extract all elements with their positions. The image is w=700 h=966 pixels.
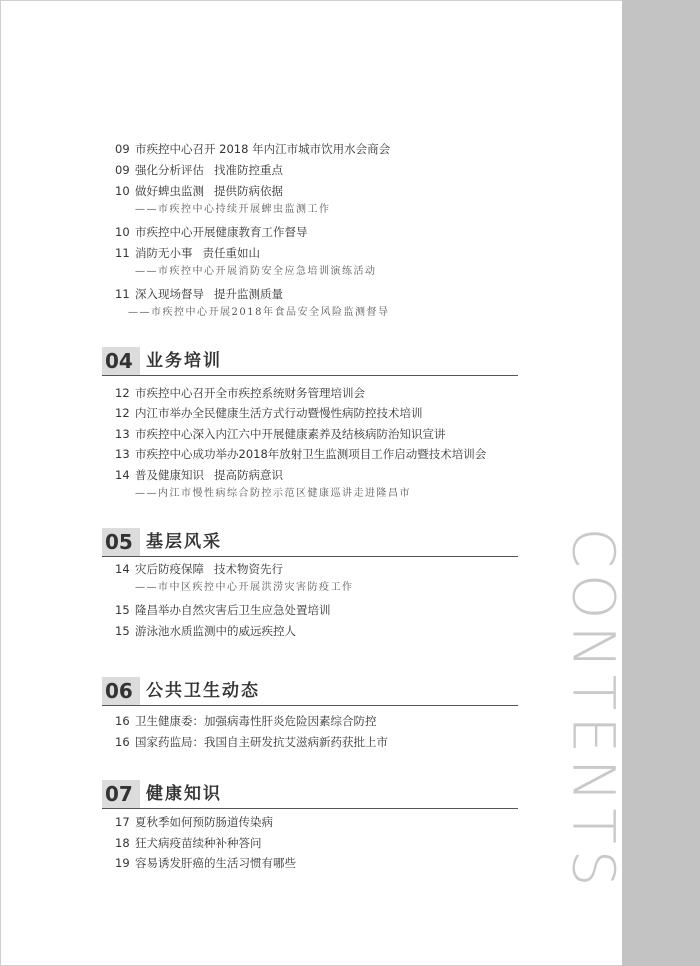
toc-entry[interactable] [115, 446, 486, 462]
page-number: 16 [115, 735, 130, 749]
entry-title-part2: 技术物资先行 [214, 562, 283, 576]
toc-entry[interactable] [115, 713, 377, 729]
toc-entry[interactable] [115, 183, 283, 199]
section-number: 05 [102, 528, 140, 556]
entry-title: 强化分析评估 [135, 163, 204, 177]
toc-entry[interactable] [115, 162, 283, 178]
page-number: 18 [115, 836, 130, 850]
toc-entry[interactable] [115, 602, 331, 618]
contents-word: CONTENTS [560, 527, 628, 893]
entry-subtitle: ——内江市慢性病综合防控示范区健康巡讲走进隆昌市 [135, 488, 411, 499]
toc-entry[interactable] [115, 405, 423, 421]
entry-title-part2: 找准防控重点 [214, 163, 283, 177]
toc-entry[interactable] [115, 141, 390, 157]
page-number: 10 [115, 184, 130, 198]
page-number: 15 [115, 603, 130, 617]
page-number: 11 [115, 287, 130, 301]
page-number: 13 [115, 447, 130, 461]
section-rule [102, 808, 518, 809]
section-rule [102, 705, 518, 706]
page-number: 11 [115, 246, 130, 260]
entry-title: 狂犬病疫苗续种补种答问 [135, 836, 262, 850]
page-number: 15 [115, 624, 130, 638]
section-title: 基层风采 [146, 532, 222, 552]
entry-title: 市疾控中心召开全市疾控系统财务管理培训会 [135, 386, 365, 400]
section-header-05 [102, 528, 518, 558]
entry-title: 市疾控中心成功举办2018年放射卫生监测项目工作启动暨技术培训会 [135, 447, 487, 461]
entry-subtitle: ——市疾控中心开展2018年食品安全风险监测督导 [128, 307, 390, 318]
toc-entry[interactable] [115, 855, 296, 871]
section-header-06 [102, 677, 518, 707]
section-rule [102, 556, 518, 557]
entry-title-part2: 提高防病意识 [214, 468, 283, 482]
entry-title: 深入现场督导 [135, 287, 204, 301]
section-header-07 [102, 780, 518, 810]
entry-title: 市疾控中心深入内江六中开展健康素养及结核病防治知识宣讲 [135, 427, 446, 441]
toc-entry[interactable] [115, 623, 296, 639]
page-number: 12 [115, 386, 130, 400]
page-number: 12 [115, 406, 130, 420]
toc-entry[interactable] [115, 224, 308, 240]
entry-title: 游泳池水质监测中的威远疾控人 [135, 624, 296, 638]
toc-entry[interactable] [115, 385, 365, 401]
page-number: 09 [115, 163, 130, 177]
section-header-04 [102, 347, 518, 377]
entry-title: 市疾控中心开展健康教育工作督导 [135, 225, 308, 239]
entry-title: 做好蜱虫监测 [135, 184, 204, 198]
page-number: 17 [115, 815, 130, 829]
entry-title-part2: 责任重如山 [202, 246, 260, 260]
toc-entry[interactable] [115, 286, 283, 302]
entry-title: 容易诱发肝癌的生活习惯有哪些 [135, 856, 296, 870]
entry-title: 国家药监局：我国自主研发抗艾滋病新药获批上市 [135, 735, 388, 749]
page-number: 09 [115, 142, 130, 156]
section-rule [102, 375, 518, 376]
section-number: 04 [102, 347, 140, 375]
section-title: 业务培训 [146, 351, 222, 371]
entry-subtitle: ——市中区疾控中心开展洪涝灾害防疫工作 [135, 582, 354, 593]
entry-title: 夏秋季如何预防肠道传染病 [135, 815, 273, 829]
section-number: 07 [102, 780, 140, 808]
toc-entry[interactable] [115, 561, 283, 577]
entry-title: 内江市举办全民健康生活方式行动暨慢性病防控技术培训 [135, 406, 423, 420]
entry-title: 消防无小事 [135, 246, 193, 260]
toc-entry[interactable] [115, 734, 388, 750]
entry-title: 隆昌举办自然灾害后卫生应急处置培训 [135, 603, 331, 617]
section-number: 06 [102, 677, 140, 705]
toc-entry[interactable] [115, 467, 283, 483]
page-number: 14 [115, 468, 130, 482]
page-number: 13 [115, 427, 130, 441]
entry-title-part2: 提供防病依据 [214, 184, 283, 198]
page-number: 14 [115, 562, 130, 576]
page-number: 10 [115, 225, 130, 239]
entry-title: 普及健康知识 [135, 468, 204, 482]
entry-subtitle: ——市疾控中心持续开展蜱虫监测工作 [135, 204, 331, 215]
entry-title: 市疾控中心召开 2018 年内江市城市饮用水会商会 [135, 142, 391, 156]
entry-title: 灾后防疫保障 [135, 562, 204, 576]
section-title: 健康知识 [146, 784, 222, 804]
toc-entry[interactable] [115, 835, 262, 851]
toc-entry[interactable] [115, 426, 446, 442]
toc-entry[interactable] [115, 245, 260, 261]
entry-title: 卫生健康委：加强病毒性肝炎危险因素综合防控 [135, 714, 377, 728]
section-title: 公共卫生动态 [146, 681, 260, 701]
entry-subtitle: ——市疾控中心开展消防安全应急培训演练活动 [135, 266, 377, 277]
toc-entry[interactable] [115, 814, 273, 830]
page-number: 19 [115, 856, 130, 870]
entry-title-part2: 提升监测质量 [214, 287, 283, 301]
page-number: 16 [115, 714, 130, 728]
